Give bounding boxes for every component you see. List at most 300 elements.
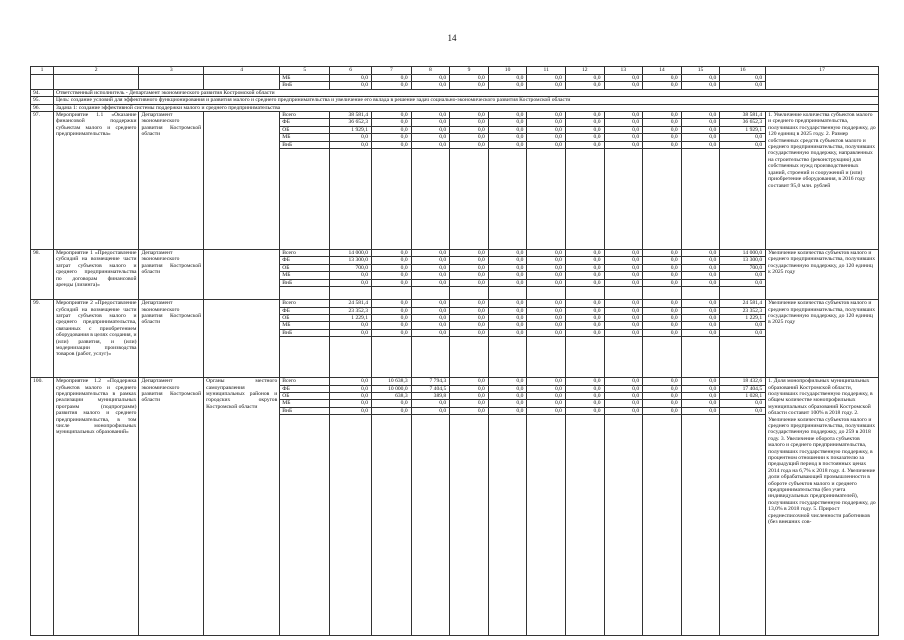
amount-cell: 23 352,3	[330, 307, 372, 314]
amount-cell: 36 652,3	[720, 119, 766, 126]
amount-cell: 0,0	[488, 264, 527, 271]
amount-cell: 0,0	[643, 407, 682, 414]
amount-cell: 0,0	[643, 112, 682, 119]
amount-cell: 0,0	[488, 322, 527, 329]
column-header: 7	[372, 67, 412, 75]
amount-cell: 0,0	[527, 119, 566, 126]
co-executor	[204, 250, 280, 300]
amount-cell: 1 929,1	[330, 126, 372, 133]
amount-cell: 0,0	[565, 257, 604, 264]
row-number: 97.	[31, 112, 54, 250]
amount-cell: 0,0	[527, 329, 566, 336]
amount-cell: 0,0	[565, 322, 604, 329]
amount-cell: 1 229,1	[330, 314, 372, 321]
amount-cell: 10 000,0	[372, 385, 412, 392]
amount-cell: 0,0	[643, 300, 682, 307]
amount-cell: 0,0	[643, 126, 682, 133]
co-executor	[204, 300, 280, 378]
amount-cell: 0,0	[643, 134, 682, 141]
amount-cell: 0,0	[330, 134, 372, 141]
amount-cell: 0,0	[450, 322, 489, 329]
amount-cell: 0,0	[681, 112, 720, 119]
amount-cell: 0,0	[604, 300, 643, 307]
amount-cell: 14 000,0	[330, 250, 372, 257]
amount-cell: 0,0	[565, 385, 604, 392]
amount-cell: 700,0	[720, 264, 766, 271]
amount-cell: 0,0	[681, 385, 720, 392]
measure-name: Мероприятие 2 «Предоставление субсидий на возмещение части затрат субъектов малого и среднего предпринимательства, связанных с приобретением оборудования в целях создания, и (или) развития, и (или) модернизации производства товаров (работ, услуг)»	[53, 300, 139, 378]
amount-cell: 0,0	[411, 257, 450, 264]
amount-cell: 0,0	[643, 329, 682, 336]
empty-cell	[450, 149, 489, 250]
amount-cell: 0,0	[450, 400, 489, 407]
empty-cell	[527, 149, 566, 250]
funding-source: ВнБ	[280, 82, 330, 89]
empty-cell	[527, 337, 566, 378]
amount-cell: 0,0	[643, 264, 682, 271]
empty-cell	[53, 75, 139, 90]
amount-cell: 1 028,1	[720, 392, 766, 399]
amount-cell: 0,0	[681, 272, 720, 279]
table-row	[31, 250, 879, 257]
empty-cell	[372, 287, 412, 300]
empty-cell	[488, 415, 527, 636]
amount-cell: 0,0	[681, 264, 720, 271]
amount-cell: 0,0	[527, 141, 566, 148]
table-row	[31, 112, 879, 119]
amount-cell: 0,0	[372, 126, 412, 133]
amount-cell: 0,0	[643, 82, 682, 89]
amount-cell: 0,0	[720, 141, 766, 148]
amount-cell: 0,0	[450, 307, 489, 314]
funding-source: ВнБ	[280, 329, 330, 336]
amount-cell: 0,0	[488, 141, 527, 148]
empty-cell	[411, 287, 450, 300]
amount-cell: 36 652,3	[330, 119, 372, 126]
amount-cell: 0,0	[488, 257, 527, 264]
empty-cell	[604, 337, 643, 378]
empty-cell	[280, 287, 330, 300]
amount-cell: 0,0	[681, 279, 720, 286]
amount-cell: 0,0	[565, 119, 604, 126]
amount-cell: 0,0	[720, 322, 766, 329]
amount-cell: 0,0	[488, 385, 527, 392]
amount-cell: 0,0	[643, 378, 682, 385]
funding-source: Всего	[280, 112, 330, 119]
amount-cell: 0,0	[488, 250, 527, 257]
amount-cell: 0,0	[604, 392, 643, 399]
amount-cell: 0,0	[330, 272, 372, 279]
amount-cell: 0,0	[488, 272, 527, 279]
column-header: 6	[330, 67, 372, 75]
column-header: 16	[720, 67, 766, 75]
amount-cell: 0,0	[527, 407, 566, 414]
amount-cell: 0,0	[411, 119, 450, 126]
section-title: Цель: создание условий для эффективного функционирования и развития малого и среднего предпринимательства и увеличение его вклада в решение задач социально-экономического развития Костромской области	[53, 97, 878, 104]
section-title: Задача 1: создание эффективной системы поддержки малого и среднего предпринимательства	[53, 104, 878, 111]
column-header: 10	[488, 67, 527, 75]
column-header: 17	[766, 67, 879, 75]
amount-cell: 0,0	[681, 400, 720, 407]
empty-cell	[643, 287, 682, 300]
amount-cell: 0,0	[643, 272, 682, 279]
amount-cell: 0,0	[720, 272, 766, 279]
amount-cell: 0,0	[604, 378, 643, 385]
amount-cell: 0,0	[330, 392, 372, 399]
amount-cell: 0,0	[411, 300, 450, 307]
amount-cell: 0,0	[411, 75, 450, 82]
amount-cell: 0,0	[604, 322, 643, 329]
empty-cell	[565, 415, 604, 636]
header-row	[31, 67, 879, 75]
empty-cell	[720, 337, 766, 378]
amount-cell: 0,0	[681, 378, 720, 385]
amount-cell: 0,0	[643, 307, 682, 314]
table-row	[31, 300, 879, 307]
column-header: 1	[31, 67, 54, 75]
amount-cell: 0,0	[643, 279, 682, 286]
amount-cell: 0,0	[604, 400, 643, 407]
funding-source: МБ	[280, 272, 330, 279]
funding-source: МБ	[280, 75, 330, 82]
empty-cell	[604, 149, 643, 250]
amount-cell: 0,0	[681, 307, 720, 314]
amount-cell: 0,0	[565, 75, 604, 82]
column-header: 12	[565, 67, 604, 75]
amount-cell: 0,0	[527, 82, 566, 89]
amount-cell: 0,0	[565, 279, 604, 286]
amount-cell: 0,0	[411, 279, 450, 286]
amount-cell: 0,0	[643, 141, 682, 148]
amount-cell: 0,0	[527, 257, 566, 264]
empty-cell	[643, 415, 682, 636]
table-row	[31, 75, 879, 82]
amount-cell: 0,0	[450, 264, 489, 271]
amount-cell: 0,0	[488, 329, 527, 336]
amount-cell: 638,3	[372, 392, 412, 399]
amount-cell: 0,0	[604, 385, 643, 392]
amount-cell: 0,0	[565, 126, 604, 133]
empty-cell	[565, 337, 604, 378]
empty-cell	[330, 149, 372, 250]
amount-cell: 0,0	[527, 300, 566, 307]
amount-cell: 0,0	[604, 264, 643, 271]
amount-cell: 0,0	[488, 378, 527, 385]
amount-cell: 0,0	[681, 126, 720, 133]
column-header: 14	[643, 67, 682, 75]
amount-cell: 14 000,0	[720, 250, 766, 257]
empty-cell	[604, 287, 643, 300]
amount-cell: 0,0	[411, 126, 450, 133]
amount-cell: 0,0	[411, 272, 450, 279]
funding-source: ВнБ	[280, 279, 330, 286]
amount-cell: 0,0	[411, 112, 450, 119]
amount-cell: 0,0	[450, 392, 489, 399]
amount-cell: 0,0	[488, 314, 527, 321]
expected-result: Увеличение количества субъектов малого и среднего предпринимательства, получивших государственную поддержку, до 120 единиц к 2025 году	[766, 250, 879, 300]
empty-cell	[488, 149, 527, 250]
row-number: 95.	[31, 97, 54, 104]
amount-cell: 0,0	[372, 279, 412, 286]
empty-cell	[681, 149, 720, 250]
amount-cell: 0,0	[488, 112, 527, 119]
empty-cell	[720, 287, 766, 300]
amount-cell: 0,0	[643, 257, 682, 264]
empty-cell	[450, 415, 489, 636]
funding-source: Всего	[280, 300, 330, 307]
section-row	[31, 89, 879, 96]
amount-cell: 0,0	[643, 314, 682, 321]
amount-cell: 0,0	[450, 250, 489, 257]
amount-cell: 0,0	[681, 134, 720, 141]
amount-cell: 38 581,4	[330, 112, 372, 119]
amount-cell: 0,0	[372, 400, 412, 407]
funding-source: МБ	[280, 322, 330, 329]
amount-cell: 0,0	[411, 250, 450, 257]
amount-cell: 0,0	[450, 119, 489, 126]
amount-cell: 0,0	[330, 279, 372, 286]
column-header: 3	[139, 67, 204, 75]
amount-cell: 0,0	[681, 329, 720, 336]
funding-source: МБ	[280, 134, 330, 141]
row-number: 99.	[31, 300, 54, 378]
amount-cell: 0,0	[330, 378, 372, 385]
amount-cell: 0,0	[372, 307, 412, 314]
funding-source: МБ	[280, 400, 330, 407]
amount-cell: 0,0	[411, 141, 450, 148]
amount-cell: 0,0	[411, 314, 450, 321]
amount-cell: 0,0	[681, 314, 720, 321]
amount-cell: 0,0	[681, 75, 720, 82]
amount-cell: 0,0	[527, 314, 566, 321]
empty-cell	[204, 75, 280, 90]
amount-cell: 0,0	[720, 329, 766, 336]
amount-cell: 13 300,0	[330, 257, 372, 264]
section-row	[31, 104, 879, 111]
amount-cell: 0,0	[565, 112, 604, 119]
amount-cell: 0,0	[604, 329, 643, 336]
section-title: Ответственный исполнитель - Департамент экономического развития Костромской области	[53, 89, 878, 96]
amount-cell: 0,0	[565, 378, 604, 385]
empty-cell	[280, 149, 330, 250]
amount-cell: 0,0	[372, 329, 412, 336]
amount-cell: 0,0	[527, 279, 566, 286]
amount-cell: 0,0	[450, 126, 489, 133]
page-number: 14	[447, 33, 457, 43]
amount-cell: 0,0	[330, 141, 372, 148]
funding-source: ОБ	[280, 314, 330, 321]
co-executor: Органы местного самоуправления муниципальных районов и городских округов Костромской области	[204, 378, 280, 636]
amount-cell: 1 229,1	[720, 314, 766, 321]
amount-cell: 0,0	[411, 400, 450, 407]
amount-cell: 0,0	[720, 407, 766, 414]
empty-cell	[280, 415, 330, 636]
amount-cell: 0,0	[450, 300, 489, 307]
funding-source: ФБ	[280, 119, 330, 126]
amount-cell: 0,0	[681, 257, 720, 264]
empty-cell	[411, 337, 450, 378]
expected-result: Увеличение количества субъектов малого и среднего предпринимательства, получивших государственную поддержку, до 120 единиц в 2025 году	[766, 300, 879, 378]
amount-cell: 0,0	[527, 385, 566, 392]
amount-cell: 0,0	[604, 82, 643, 89]
amount-cell: 10 638,3	[372, 378, 412, 385]
amount-cell: 0,0	[681, 250, 720, 257]
amount-cell: 7 794,3	[411, 378, 450, 385]
empty-cell	[766, 75, 879, 90]
funding-source: ФБ	[280, 257, 330, 264]
empty-cell	[31, 75, 54, 90]
amount-cell: 0,0	[450, 329, 489, 336]
amount-cell: 0,0	[565, 400, 604, 407]
empty-cell	[565, 149, 604, 250]
amount-cell: 0,0	[604, 141, 643, 148]
amount-cell: 0,0	[372, 257, 412, 264]
amount-cell: 0,0	[450, 385, 489, 392]
amount-cell: 0,0	[643, 322, 682, 329]
amount-cell: 0,0	[488, 119, 527, 126]
amount-cell: 0,0	[527, 126, 566, 133]
amount-cell: 0,0	[643, 75, 682, 82]
amount-cell: 0,0	[720, 400, 766, 407]
amount-cell: 0,0	[527, 264, 566, 271]
amount-cell: 0,0	[604, 314, 643, 321]
empty-cell	[527, 287, 566, 300]
amount-cell: 0,0	[488, 82, 527, 89]
column-header: 4	[204, 67, 280, 75]
amount-cell: 0,0	[330, 322, 372, 329]
amount-cell: 7 404,5	[411, 385, 450, 392]
amount-cell: 0,0	[330, 400, 372, 407]
amount-cell: 0,0	[488, 134, 527, 141]
empty-cell	[372, 337, 412, 378]
amount-cell: 0,0	[565, 307, 604, 314]
amount-cell: 0,0	[527, 250, 566, 257]
amount-cell: 0,0	[527, 392, 566, 399]
amount-cell: 0,0	[372, 250, 412, 257]
empty-cell	[330, 287, 372, 300]
empty-cell	[604, 415, 643, 636]
amount-cell: 0,0	[643, 119, 682, 126]
amount-cell: 0,0	[527, 378, 566, 385]
empty-cell	[681, 337, 720, 378]
amount-cell: 0,0	[565, 141, 604, 148]
amount-cell: 13 300,0	[720, 257, 766, 264]
amount-cell: 0,0	[565, 392, 604, 399]
amount-cell: 0,0	[720, 82, 766, 89]
amount-cell: 0,0	[372, 75, 412, 82]
executor: Департамент экономического развития Костромской области	[139, 300, 204, 378]
amount-cell: 0,0	[372, 141, 412, 148]
empty-cell	[488, 337, 527, 378]
funding-source: ОБ	[280, 126, 330, 133]
empty-cell	[450, 287, 489, 300]
amount-cell: 0,0	[565, 264, 604, 271]
row-number: 98.	[31, 250, 54, 300]
empty-cell	[330, 337, 372, 378]
amount-cell: 0,0	[643, 392, 682, 399]
column-header: 2	[53, 67, 139, 75]
amount-cell: 0,0	[527, 400, 566, 407]
column-header: 13	[604, 67, 643, 75]
amount-cell: 0,0	[681, 119, 720, 126]
amount-cell: 0,0	[372, 264, 412, 271]
program-table	[30, 66, 879, 636]
empty-cell	[372, 415, 412, 636]
amount-cell: 0,0	[411, 307, 450, 314]
amount-cell: 0,0	[681, 322, 720, 329]
amount-cell: 0,0	[681, 392, 720, 399]
row-number: 94.	[31, 89, 54, 96]
empty-cell	[411, 149, 450, 250]
expected-result: 1. Увеличение количества субъектов малого и среднего предпринимательства, получивших государственную поддержку, до 120 единиц в 2025 году. 2. Размер собственных средств субъектов малого и среднего предпринимательства, получивших государственную поддержку, направленных на строительство (реконструкцию) для собственных нужд производственных зданий, строений и сооружений и (или) приобретение оборудования, в 2016 году составит 95,0 млн. рублей	[766, 112, 879, 250]
amount-cell: 0,0	[604, 407, 643, 414]
amount-cell: 0,0	[565, 250, 604, 257]
column-header: 5	[280, 67, 330, 75]
amount-cell: 0,0	[450, 257, 489, 264]
row-number: 100.	[31, 378, 54, 636]
amount-cell: 0,0	[330, 407, 372, 414]
measure-name: Мероприятие 1.1 «Оказание финансовой поддержки субъектам малого и среднего предпринимательства»	[53, 112, 139, 250]
amount-cell: 0,0	[681, 300, 720, 307]
amount-cell: 0,0	[643, 250, 682, 257]
empty-cell	[372, 149, 412, 250]
amount-cell: 0,0	[450, 134, 489, 141]
empty-cell	[643, 149, 682, 250]
amount-cell: 0,0	[604, 119, 643, 126]
amount-cell: 0,0	[411, 322, 450, 329]
amount-cell: 23 352,3	[720, 307, 766, 314]
executor: Департамент экономического развития Костромской области	[139, 378, 204, 636]
funding-source: Всего	[280, 378, 330, 385]
empty-cell	[527, 415, 566, 636]
amount-cell: 0,0	[527, 307, 566, 314]
amount-cell: 0,0	[527, 112, 566, 119]
amount-cell: 1 929,1	[720, 126, 766, 133]
amount-cell: 0,0	[411, 82, 450, 89]
expected-result: 1. Доля монопрофильных муниципальных образований Костромской области, получивших государственную поддержку, в общем количестве монопрофильных муниципальных образований Костромской области составит 100% в 2018 году. 2. Увеличение количества субъектов малого и среднего предпринимательства, получивших государственную поддержку, до 259 в 2018 году. 3. Увеличение оборота субъектов малого и среднего предпринимательства, получивших государственную поддержку, в процентном отношении к показателю за предыдущий период в постоянных ценах 2014 года на 6,7% к 2018 году. 4. Увеличение доли обрабатывающей промышленности в обороте субъектов малого и среднего предпринимательства (без учета индивидуальных предпринимателей), получивших государственную поддержку, до 13,0% в 2018 году. 5. Прирост среднесписочной численности работников (без внешних сов-	[766, 378, 879, 636]
amount-cell: 0,0	[604, 272, 643, 279]
amount-cell: 0,0	[330, 75, 372, 82]
amount-cell: 0,0	[488, 407, 527, 414]
amount-cell: 0,0	[372, 134, 412, 141]
amount-cell: 0,0	[681, 141, 720, 148]
table-row	[31, 378, 879, 385]
measure-name: Мероприятие 1 «Предоставление субсидий на возмещение части затрат субъектов малого и среднего предпринимательства по договорам финансовой аренды (лизинга)»	[53, 250, 139, 300]
executor: Департамент экономического развития Костромской области	[139, 250, 204, 300]
amount-cell: 0,0	[488, 400, 527, 407]
amount-cell: 0,0	[411, 407, 450, 414]
measure-name: Мероприятие 1.2 «Поддержка субъектов малого и среднего предпринимательства в рамках реализации муниципальных программ (подпрограмм) развития малого и среднего предпринимательства, в том числе монопрофильных муниципальных образований»	[53, 378, 139, 636]
amount-cell: 18 432,6	[720, 378, 766, 385]
amount-cell: 24 581,4	[330, 300, 372, 307]
funding-source: Всего	[280, 250, 330, 257]
amount-cell: 0,0	[450, 112, 489, 119]
funding-source: ВнБ	[280, 407, 330, 414]
amount-cell: 0,0	[604, 134, 643, 141]
amount-cell: 17 404,5	[720, 385, 766, 392]
column-header: 15	[681, 67, 720, 75]
amount-cell: 0,0	[488, 300, 527, 307]
empty-cell	[643, 337, 682, 378]
amount-cell: 0,0	[643, 385, 682, 392]
amount-cell: 0,0	[372, 82, 412, 89]
amount-cell: 0,0	[450, 141, 489, 148]
amount-cell: 0,0	[604, 257, 643, 264]
amount-cell: 0,0	[604, 307, 643, 314]
amount-cell: 0,0	[450, 272, 489, 279]
column-header: 8	[411, 67, 450, 75]
empty-cell	[681, 415, 720, 636]
